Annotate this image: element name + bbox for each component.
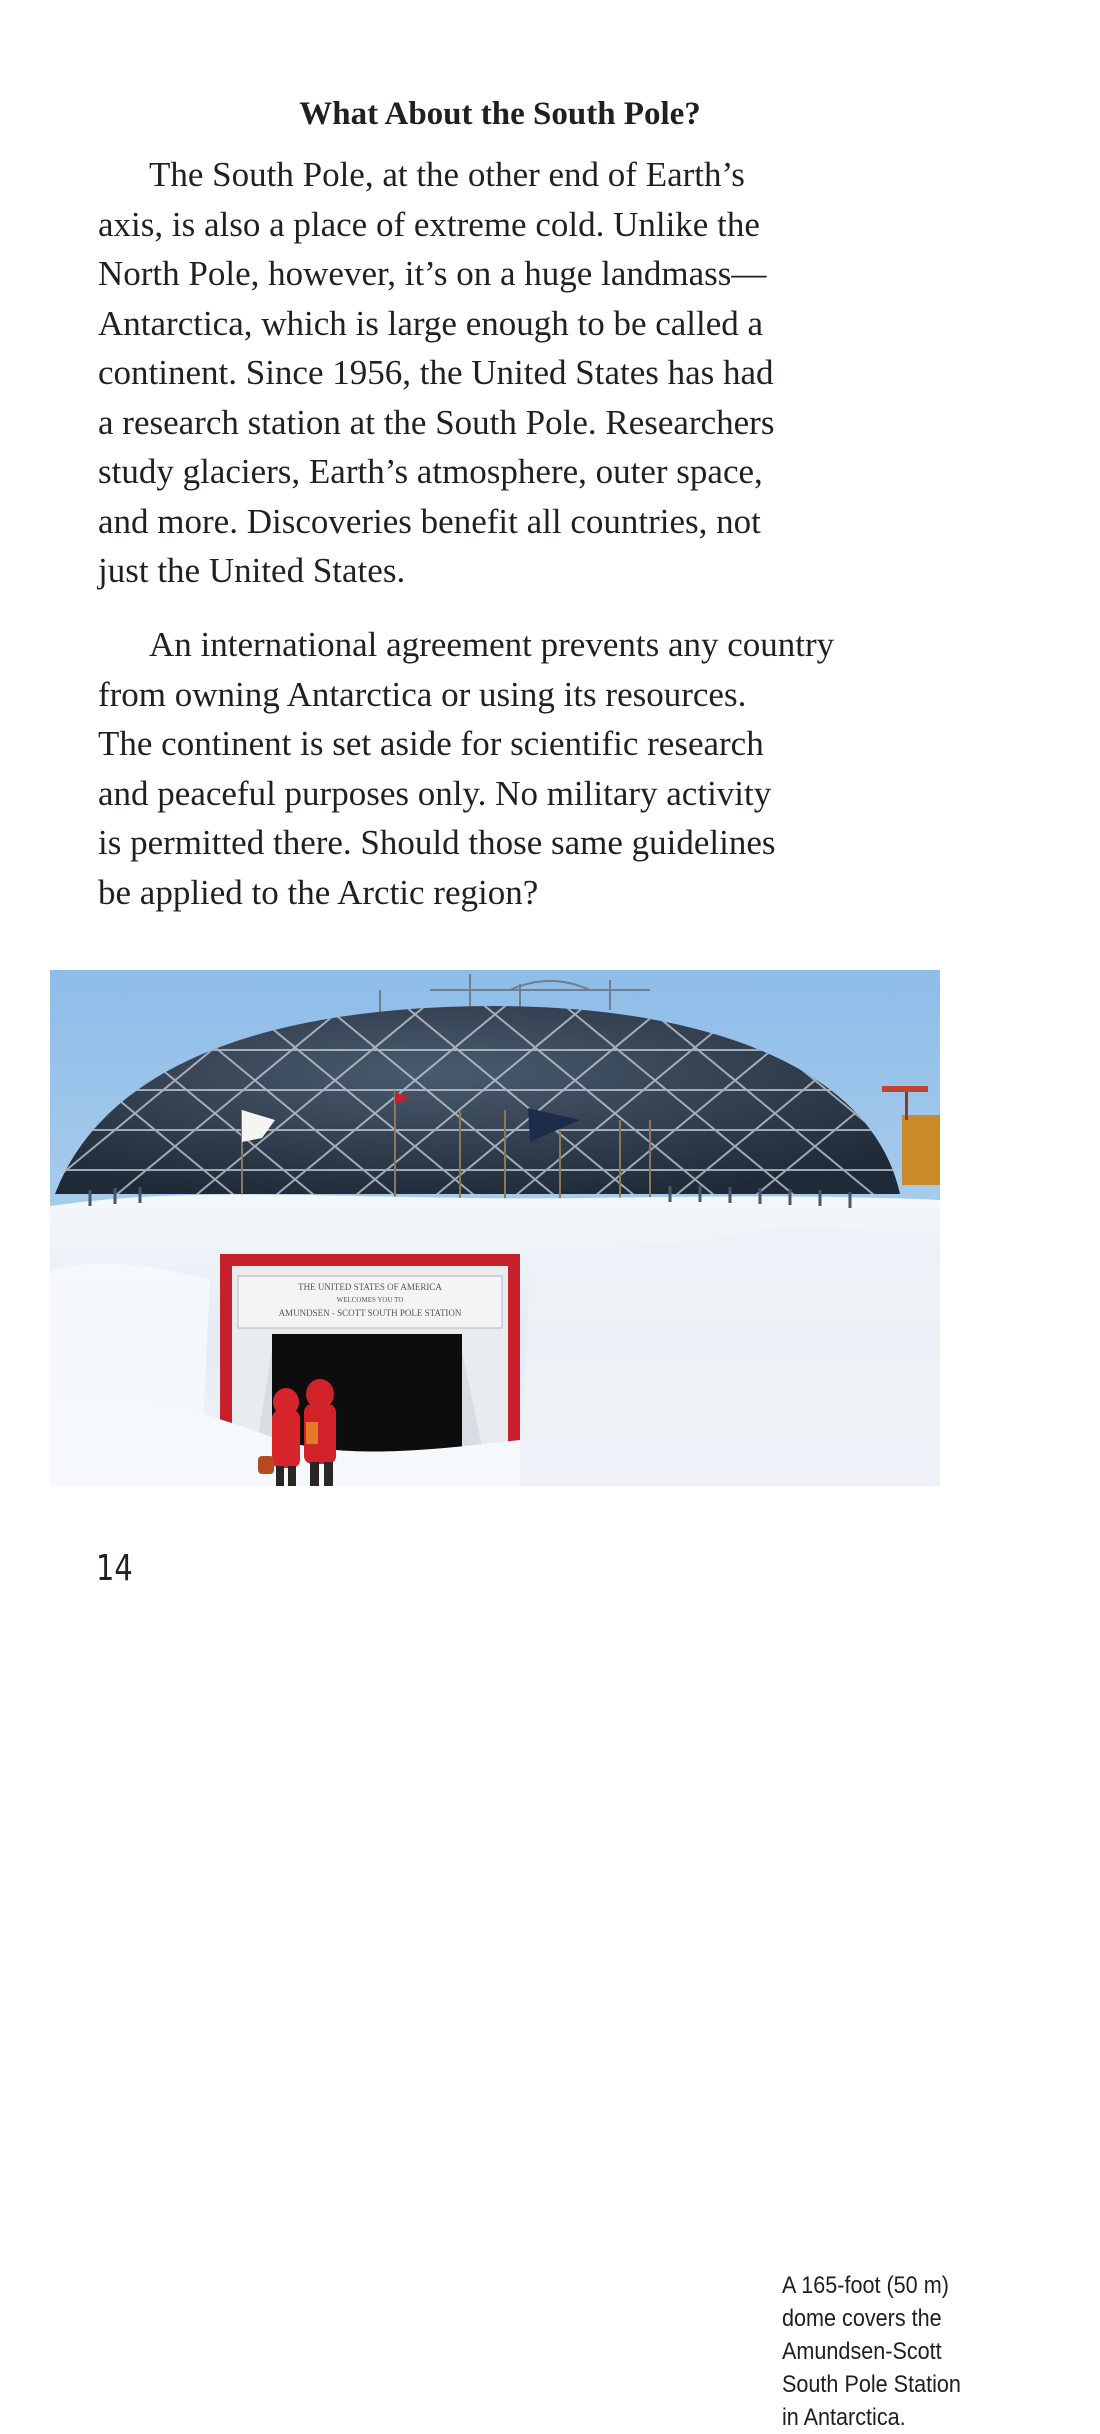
caption-line: South Pole Station (782, 2371, 961, 2398)
text-line: continent. Since 1956, the United States has had (98, 353, 774, 392)
text-line: and peaceful purposes only. No military activity (98, 773, 772, 813)
text-line: from owning Antarctica or using its resources. (98, 674, 747, 714)
radar-bar (882, 1086, 928, 1092)
caption-line: dome covers the (782, 2305, 942, 2332)
side-building (902, 1115, 940, 1185)
sign-line-3: AMUNDSEN - SCOTT SOUTH POLE STATION (278, 1308, 462, 1318)
text-line: and more. Discoveries benefit all countries, not (98, 501, 761, 541)
caption-line: Amundsen-Scott (782, 2338, 942, 2365)
caption-line: in Antarctica. (782, 2404, 906, 2431)
caption-line: A 165-foot (50 m) (782, 2272, 949, 2299)
text-line: The South Pole, at the other end of Earth’s (149, 155, 745, 194)
text-line: The continent is set aside for scientific research (98, 724, 764, 763)
text-line: study glaciers, Earth’s atmosphere, outer space, (98, 452, 763, 491)
text-line: An international agreement prevents any country (149, 625, 835, 664)
text-line: Antarctica, which is large enough to be called a (98, 303, 764, 343)
sign-line-1: THE UNITED STATES OF AMERICA (298, 1282, 442, 1292)
section-heading: What About the South Pole? (299, 96, 701, 132)
page-number: 14 (96, 1548, 133, 1589)
text-line: is permitted there. Should those same guidelines (98, 823, 776, 862)
text-line: just the United States. (98, 551, 406, 590)
sign-line-2: WELCOMES YOU TO (336, 1296, 404, 1304)
text-line: axis, is also a place of extreme cold. Unlike the (98, 204, 760, 244)
paragraph-south-pole (98, 150, 948, 596)
text-line: North Pole, however, it’s on a huge landmass— (98, 254, 767, 293)
text-line: be applied to the Arctic region? (98, 872, 539, 912)
photo-illustration (50, 970, 940, 1486)
paragraph-international-agreement (98, 620, 948, 917)
photo-caption (782, 2269, 961, 2434)
snow-drift (520, 1228, 940, 1486)
radar-mast (905, 1090, 908, 1120)
text-line: a research station at the South Pole. Researchers (98, 402, 775, 442)
